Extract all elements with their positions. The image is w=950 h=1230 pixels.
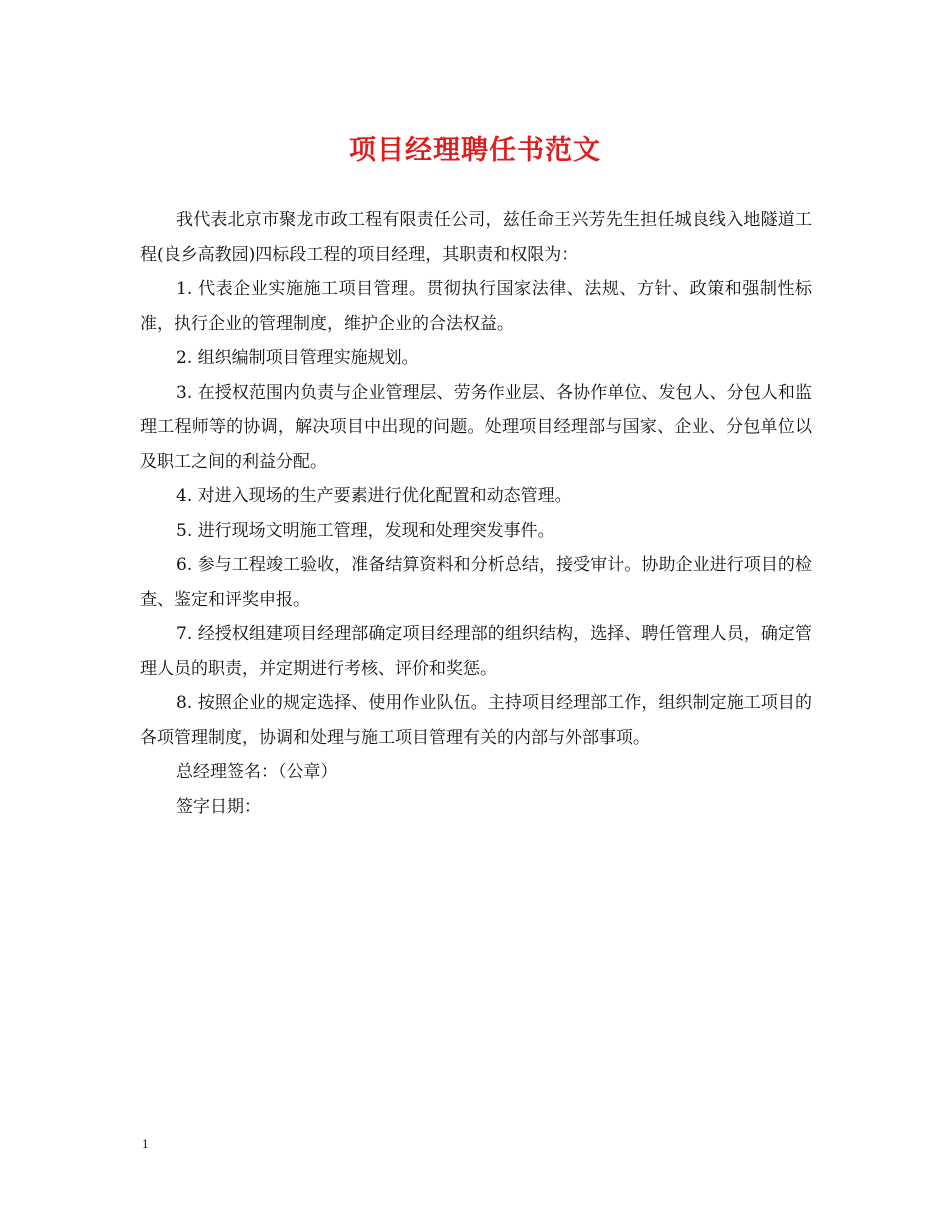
duty-item-3: 3. 在授权范围内负责与企业管理层、劳务作业层、各协作单位、发包人、分包人和监理工程师等的协调，解决项目中出现的问题。处理项目经理部与国家、企业、分包单位以及职工之间的利益分配。 [140, 382, 812, 472]
duty-item-8: 8. 按照企业的规定选择、使用作业队伍。主持项目经理部工作，组织制定施工项目的各项管理制度，协调和处理与施工项目管理有关的内部与外部事项。 [140, 693, 812, 748]
duty-item-1: 1. 代表企业实施施工项目管理。贯彻执行国家法律、法规、方针、政策和强制性标准，执行企业的管理制度，维护企业的合法权益。 [140, 279, 812, 334]
date-line: 签字日期： [176, 796, 261, 817]
duty-item-5: 5. 进行现场文明施工管理，发现和处理突发事件。 [176, 520, 555, 541]
intro-paragraph: 我代表北京市聚龙市政工程有限责任公司，兹任命王兴芳先生担任城良线入地隧道工程(良乡高教园)四标段工程的项目经理，其职责和权限为： [140, 210, 812, 265]
document-title: 项目经理聘任书范文 [349, 135, 601, 166]
signature-line: 总经理签名：（公章） [176, 762, 338, 782]
duty-item-7: 7. 经授权组建项目经理部确定项目经理部的组织结构，选择、聘任管理人员，确定管理人员的职责，并定期进行考核、评价和奖惩。 [140, 624, 812, 679]
duty-item-2: 2. 组织编制项目管理实施规划。 [176, 348, 419, 368]
page-number: 1 [142, 1136, 149, 1151]
duty-item-4: 4. 对进入现场的生产要素进行优化配置和动态管理。 [176, 486, 572, 506]
duty-item-6: 6. 参与工程竣工验收，准备结算资料和分析总结，接受审计。协助企业进行项目的检查、鉴定和评奖申报。 [140, 555, 812, 610]
document-body [140, 203, 812, 824]
